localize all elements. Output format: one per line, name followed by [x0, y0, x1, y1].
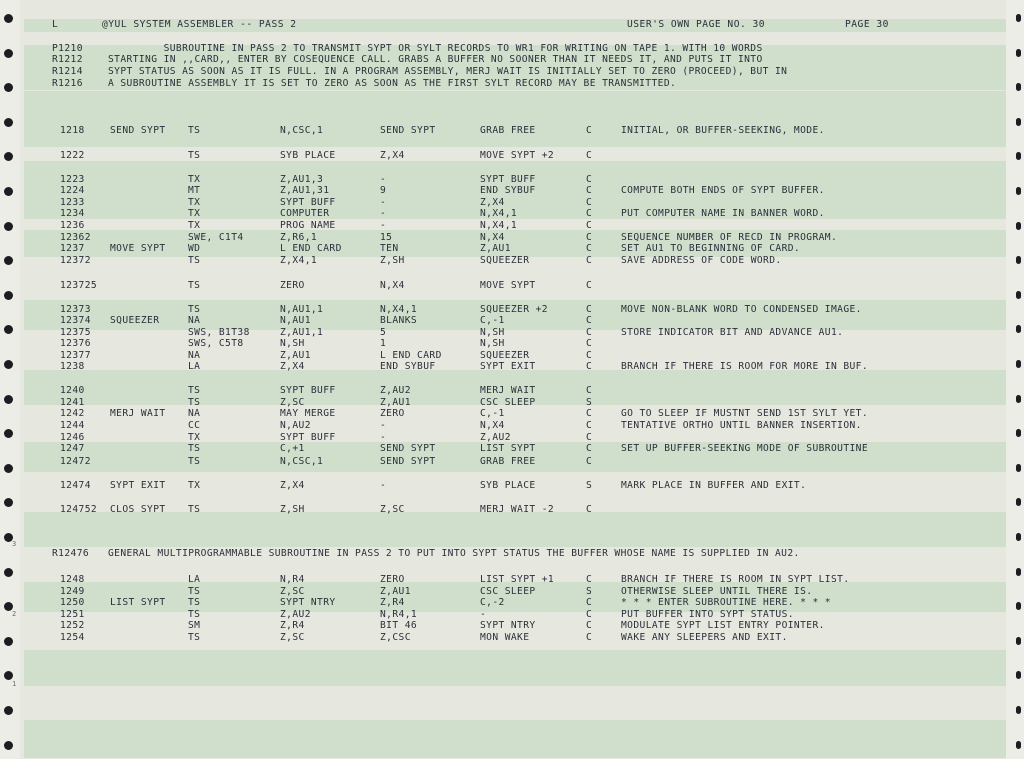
code-f1: 1 — [380, 338, 387, 349]
code-comment: MARK PLACE IN BUFFER AND EXIT. — [621, 480, 807, 491]
code-f1: - — [380, 480, 387, 491]
code-num: 1252 — [60, 620, 85, 631]
code-comment: PUT BUFFER INTO SYPT STATUS. — [621, 609, 794, 620]
code-num: 12374 — [60, 315, 91, 326]
code-label: SEND SYPT — [110, 125, 166, 136]
green-bar — [24, 512, 1006, 547]
tractor-hole — [1016, 464, 1021, 472]
green-bar — [24, 720, 1006, 758]
code-f1: BIT 46 — [380, 620, 418, 631]
code-comment: MOVE NON-BLANK WORD TO CONDENSED IMAGE. — [621, 304, 862, 315]
code-op: TS — [188, 609, 201, 620]
card-number: R1216 — [52, 78, 83, 89]
code-num: 1222 — [60, 150, 85, 161]
tractor-hole — [1016, 741, 1021, 749]
card-number: R1212 — [52, 54, 83, 65]
code-f2: SYB PLACE — [480, 480, 536, 491]
code-f2: SQUEEZER — [480, 350, 530, 361]
code-op: NA — [188, 350, 201, 361]
remark-text: SUBROUTINE IN PASS 2 TO TRANSMIT SYPT OR SYLT RECORDS TO WR1 FOR WRITING ON TAPE 1. WITH 10 WORDS — [108, 43, 763, 54]
code-f2: N,X4 — [480, 232, 505, 243]
code-f2: CSC SLEEP — [480, 397, 536, 408]
code-num: 12377 — [60, 350, 91, 361]
code-comment: PUT COMPUTER NAME IN BANNER WORD. — [621, 208, 825, 219]
code-s: C — [586, 185, 593, 196]
code-op: TS — [188, 586, 201, 597]
code-comment: BRANCH IF THERE IS ROOM IN SYPT LIST. — [621, 574, 850, 585]
code-s: C — [586, 280, 593, 291]
code-op: TS — [188, 456, 201, 467]
code-f1: Z,SH — [380, 255, 405, 266]
tractor-hole — [1016, 291, 1021, 299]
code-f2: SQUEEZER +2 — [480, 304, 548, 315]
code-addr: PROG NAME — [280, 220, 336, 231]
code-addr: SYPT NTRY — [280, 597, 336, 608]
code-num: 1236 — [60, 220, 85, 231]
code-num: 123725 — [60, 280, 98, 291]
code-f1: ZERO — [380, 574, 405, 585]
code-s: C — [586, 304, 593, 315]
code-num: 1234 — [60, 208, 85, 219]
green-bar — [24, 230, 1006, 257]
code-num: 1218 — [60, 125, 85, 136]
code-num: 1248 — [60, 574, 85, 585]
code-f1: N,X4 — [380, 280, 405, 291]
tractor-hole — [1016, 187, 1021, 195]
code-f2: N,X4,1 — [480, 220, 518, 231]
code-s: C — [586, 456, 593, 467]
code-addr: Z,AU1,1 — [280, 327, 324, 338]
code-s: C — [586, 597, 593, 608]
code-f2: GRAB FREE — [480, 125, 536, 136]
code-op: SWS, C5T8 — [188, 338, 244, 349]
tractor-hole — [1016, 498, 1021, 506]
code-addr: L END CARD — [280, 243, 342, 254]
code-num: 1251 — [60, 609, 85, 620]
code-f1: Z,AU1 — [380, 586, 411, 597]
card-number: R12476 — [52, 548, 90, 559]
tractor-hole — [1016, 83, 1021, 91]
code-f2: C,-1 — [480, 408, 505, 419]
code-op: TS — [188, 504, 201, 515]
code-comment: * * * ENTER SUBROUTINE HERE. * * * — [621, 597, 831, 608]
margin-mark-1: 1 — [12, 680, 17, 688]
code-num: 12376 — [60, 338, 91, 349]
card-number: R1214 — [52, 66, 83, 77]
code-s: C — [586, 408, 593, 419]
code-op: MT — [188, 185, 201, 196]
code-f2: C,-2 — [480, 597, 505, 608]
code-f2: MOVE SYPT +2 — [480, 150, 555, 161]
tractor-hole — [4, 222, 13, 231]
code-s: C — [586, 327, 593, 338]
code-f1: END SYBUF — [380, 361, 436, 372]
code-op: TX — [188, 432, 201, 443]
tractor-hole — [4, 464, 13, 473]
code-f1: Z,X4 — [380, 150, 405, 161]
code-addr: Z,SC — [280, 586, 305, 597]
header-flag: L — [52, 19, 59, 30]
code-f2: Z,AU2 — [480, 432, 511, 443]
code-s: C — [586, 609, 593, 620]
tractor-hole — [1016, 671, 1021, 679]
code-s: C — [586, 620, 593, 631]
remark-text: STARTING IN ,,CARD,, ENTER BY COSEQUENCE CALL. GRABS A BUFFER NO SOONER THAN IT NEEDS IT, AND PUTS IT INTO — [108, 54, 763, 65]
code-addr: ZERO — [280, 280, 305, 291]
code-f2: MOVE SYPT — [480, 280, 536, 291]
remark-text: SYPT STATUS AS SOON AS IT IS FULL. IN A PROGRAM ASSEMBLY, MERJ WAIT IS INITIALLY SET TO ZERO (PROCEED), BUT IN — [108, 66, 788, 77]
tractor-hole — [4, 291, 13, 300]
code-num: 1224 — [60, 185, 85, 196]
code-op: TS — [188, 150, 201, 161]
code-op: TS — [188, 255, 201, 266]
tractor-hole — [4, 706, 13, 715]
tractor-hole — [1016, 222, 1021, 230]
code-num: 1241 — [60, 397, 85, 408]
code-f1: - — [380, 220, 387, 231]
code-f2: MERJ WAIT -2 — [480, 504, 555, 515]
code-f2: SYPT BUFF — [480, 174, 536, 185]
code-addr: Z,SC — [280, 632, 305, 643]
code-f2: Z,X4 — [480, 197, 505, 208]
code-comment: COMPUTE BOTH ENDS OF SYPT BUFFER. — [621, 185, 825, 196]
code-op: TX — [188, 174, 201, 185]
code-op: TS — [188, 632, 201, 643]
code-comment: SET AU1 TO BEGINNING OF CARD. — [621, 243, 801, 254]
code-f1: - — [380, 420, 387, 431]
code-f1: N,R4,1 — [380, 609, 418, 620]
code-addr: COMPUTER — [280, 208, 330, 219]
code-f2: - — [480, 609, 487, 620]
code-comment: MODULATE SYPT LIST ENTRY POINTER. — [621, 620, 825, 631]
tractor-hole — [1016, 14, 1021, 22]
code-num: 1237 — [60, 243, 85, 254]
remark-text: A SUBROUTINE ASSEMBLY IT IS SET TO ZERO AS SOON AS THE FIRST SYLT RECORD MAY BE TRANSMITTED. — [108, 78, 677, 89]
code-op: SWS, B1T38 — [188, 327, 250, 338]
code-f2: N,SH — [480, 338, 505, 349]
code-addr: Z,AU1 — [280, 350, 311, 361]
code-op: NA — [188, 315, 201, 326]
code-op: WD — [188, 243, 201, 254]
tractor-hole — [4, 14, 13, 23]
code-f1: Z,R4 — [380, 597, 405, 608]
code-addr: Z,R4 — [280, 620, 305, 631]
tractor-hole — [1016, 429, 1021, 437]
code-f2: SQUEEZER — [480, 255, 530, 266]
tractor-hole — [4, 118, 13, 127]
code-addr: Z,SC — [280, 397, 305, 408]
code-label: SQUEEZER — [110, 315, 160, 326]
code-addr: SYPT BUFF — [280, 432, 336, 443]
code-f1: TEN — [380, 243, 399, 254]
code-f2: MON WAKE — [480, 632, 530, 643]
code-num: 1249 — [60, 586, 85, 597]
code-f2: C,-1 — [480, 315, 505, 326]
code-s: C — [586, 315, 593, 326]
code-f1: Z,SC — [380, 504, 405, 515]
code-op: TX — [188, 220, 201, 231]
tractor-hole — [4, 360, 13, 369]
code-comment: STORE INDICATOR BIT AND ADVANCE AU1. — [621, 327, 844, 338]
code-op: SWE, C1T4 — [188, 232, 244, 243]
code-f2: LIST SYPT — [480, 443, 536, 454]
code-addr: Z,X4 — [280, 480, 305, 491]
code-comment: GO TO SLEEP IF MUSTNT SEND 1ST SYLT YET. — [621, 408, 869, 419]
code-label: SYPT EXIT — [110, 480, 166, 491]
code-s: C — [586, 385, 593, 396]
tractor-hole — [4, 637, 13, 646]
code-op: TX — [188, 197, 201, 208]
code-op: CC — [188, 420, 201, 431]
code-f1: Z,CSC — [380, 632, 411, 643]
green-bar — [24, 650, 1006, 686]
code-s: C — [586, 255, 593, 266]
tractor-hole — [1016, 325, 1021, 333]
code-num: 1242 — [60, 408, 85, 419]
code-f1: SEND SYPT — [380, 443, 436, 454]
code-s: C — [586, 174, 593, 185]
remark-text: GENERAL MULTIPROGRAMMABLE SUBROUTINE IN PASS 2 TO PUT INTO SYPT STATUS THE BUFFER WHOSE NAME IS SUPPLIED IN AU2. — [108, 548, 800, 559]
code-f1: 5 — [380, 327, 387, 338]
tractor-hole — [4, 187, 13, 196]
code-num: 1247 — [60, 443, 85, 454]
code-f2: Z,AU1 — [480, 243, 511, 254]
code-comment: BRANCH IF THERE IS ROOM FOR MORE IN BUF. — [621, 361, 869, 372]
code-s: C — [586, 420, 593, 431]
code-comment: TENTATIVE ORTHO UNTIL BANNER INSERTION. — [621, 420, 862, 431]
code-comment: INITIAL, OR BUFFER-SEEKING, MODE. — [621, 125, 825, 136]
code-op: LA — [188, 361, 201, 372]
code-num: 12362 — [60, 232, 91, 243]
code-addr: N,AU2 — [280, 420, 311, 431]
code-addr: Z,AU1,31 — [280, 185, 330, 196]
code-op: TS — [188, 385, 201, 396]
code-op: LA — [188, 574, 201, 585]
code-s: C — [586, 125, 593, 136]
code-f2: MERJ WAIT — [480, 385, 536, 396]
code-f1: N,X4,1 — [380, 304, 418, 315]
code-addr: SYPT BUFF — [280, 385, 336, 396]
code-op: TX — [188, 208, 201, 219]
code-f2: END SYBUF — [480, 185, 536, 196]
tractor-hole — [1016, 360, 1021, 368]
code-s: C — [586, 574, 593, 585]
card-number: P1210 — [52, 43, 83, 54]
code-op: SM — [188, 620, 201, 631]
code-s: C — [586, 504, 593, 515]
code-f1: BLANKS — [380, 315, 418, 326]
header-user-page: USER'S OWN PAGE NO. 30 — [627, 19, 766, 30]
tractor-hole — [4, 741, 13, 750]
code-op: TS — [188, 280, 201, 291]
code-op: TS — [188, 397, 201, 408]
code-f2: SYPT NTRY — [480, 620, 536, 631]
code-num: 12375 — [60, 327, 91, 338]
right-tractor-strip — [1006, 0, 1024, 759]
tractor-hole — [1016, 152, 1021, 160]
code-f1: 15 — [380, 232, 393, 243]
code-comment: OTHERWISE SLEEP UNTIL THERE IS. — [621, 586, 813, 597]
code-label: LIST SYPT — [110, 597, 166, 608]
code-s: C — [586, 208, 593, 219]
code-f2: CSC SLEEP — [480, 586, 536, 597]
code-comment: WAKE ANY SLEEPERS AND EXIT. — [621, 632, 788, 643]
tractor-hole — [1016, 568, 1021, 576]
code-addr: Z,AU1,3 — [280, 174, 324, 185]
green-bar — [24, 91, 1006, 125]
tractor-hole — [4, 395, 13, 404]
code-f1: - — [380, 197, 387, 208]
code-f1: SEND SYPT — [380, 456, 436, 467]
code-addr: SYB PLACE — [280, 150, 336, 161]
code-s: C — [586, 220, 593, 231]
code-s: C — [586, 150, 593, 161]
code-label: MOVE SYPT — [110, 243, 166, 254]
code-f1: Z,AU2 — [380, 385, 411, 396]
tractor-hole — [1016, 118, 1021, 126]
tractor-hole — [1016, 256, 1021, 264]
code-s: C — [586, 232, 593, 243]
code-addr: N,AU1 — [280, 315, 311, 326]
code-op: TX — [188, 480, 201, 491]
code-f1: - — [380, 208, 387, 219]
code-num: 12474 — [60, 480, 91, 491]
code-num: 124752 — [60, 504, 98, 515]
code-addr: N,CSC,1 — [280, 456, 324, 467]
code-s: C — [586, 197, 593, 208]
code-addr: N,SH — [280, 338, 305, 349]
tractor-hole — [1016, 637, 1021, 645]
code-addr: Z,X4,1 — [280, 255, 318, 266]
tractor-hole — [4, 568, 13, 577]
code-op: TS — [188, 597, 201, 608]
code-s: S — [586, 586, 593, 597]
code-num: 1238 — [60, 361, 85, 372]
code-op: TS — [188, 304, 201, 315]
code-f1: - — [380, 174, 387, 185]
code-f1: L END CARD — [380, 350, 442, 361]
code-s: S — [586, 397, 593, 408]
code-addr: Z,SH — [280, 504, 305, 515]
code-addr: MAY MERGE — [280, 408, 336, 419]
tractor-hole — [1016, 706, 1021, 714]
code-num: 1246 — [60, 432, 85, 443]
code-s: C — [586, 350, 593, 361]
code-num: 12472 — [60, 456, 91, 467]
code-label: MERJ WAIT — [110, 408, 166, 419]
tractor-hole — [1016, 602, 1021, 610]
tractor-hole — [1016, 395, 1021, 403]
code-s: C — [586, 361, 593, 372]
code-num: 12372 — [60, 255, 91, 266]
code-op: NA — [188, 408, 201, 419]
code-f2: SYPT EXIT — [480, 361, 536, 372]
code-f1: - — [380, 432, 387, 443]
code-label: CLOS SYPT — [110, 504, 166, 515]
code-comment: SAVE ADDRESS OF CODE WORD. — [621, 255, 782, 266]
code-op: TS — [188, 443, 201, 454]
code-num: 1244 — [60, 420, 85, 431]
code-f1: Z,AU1 — [380, 397, 411, 408]
margin-mark-2: 2 — [12, 610, 17, 618]
code-addr: Z,X4 — [280, 361, 305, 372]
code-f1: ZERO — [380, 408, 405, 419]
code-num: 1223 — [60, 174, 85, 185]
code-num: 1250 — [60, 597, 85, 608]
code-s: C — [586, 432, 593, 443]
code-num: 12373 — [60, 304, 91, 315]
tractor-hole — [1016, 533, 1021, 541]
code-s: C — [586, 243, 593, 254]
code-s: C — [586, 338, 593, 349]
margin-mark-3: 3 — [12, 540, 17, 548]
code-s: C — [586, 632, 593, 643]
code-s: C — [586, 443, 593, 454]
tractor-hole — [4, 49, 13, 58]
code-f2: N,X4,1 — [480, 208, 518, 219]
code-comment: SEQUENCE NUMBER OF RECD IN PROGRAM. — [621, 232, 838, 243]
code-addr: N,R4 — [280, 574, 305, 585]
header-title: @YUL SYSTEM ASSEMBLER -- PASS 2 — [102, 19, 297, 30]
code-f2: N,SH — [480, 327, 505, 338]
code-addr: N,AU1,1 — [280, 304, 324, 315]
header-page-number: PAGE 30 — [845, 19, 889, 30]
code-addr: Z,R6,1 — [280, 232, 318, 243]
code-num: 1254 — [60, 632, 85, 643]
code-addr: Z,AU2 — [280, 609, 311, 620]
code-num: 1233 — [60, 197, 85, 208]
code-num: 1240 — [60, 385, 85, 396]
code-op: TS — [188, 125, 201, 136]
code-f2: N,X4 — [480, 420, 505, 431]
code-addr: C,+1 — [280, 443, 305, 454]
code-f1: 9 — [380, 185, 387, 196]
code-addr: N,CSC,1 — [280, 125, 324, 136]
code-f2: GRAB FREE — [480, 456, 536, 467]
code-f1: SEND SYPT — [380, 125, 436, 136]
code-addr: SYPT BUFF — [280, 197, 336, 208]
tractor-hole — [1016, 49, 1021, 57]
code-f2: LIST SYPT +1 — [480, 574, 555, 585]
code-s: S — [586, 480, 593, 491]
code-comment: SET UP BUFFER-SEEKING MODE OF SUBROUTINE — [621, 443, 869, 454]
